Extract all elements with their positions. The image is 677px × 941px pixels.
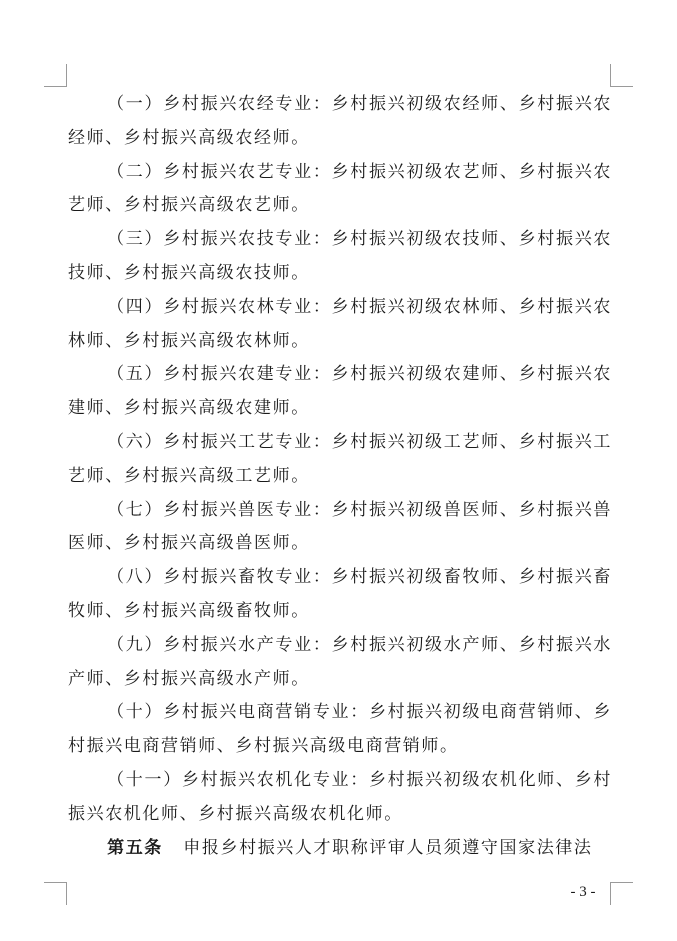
list-item: （三）乡村振兴农技专业：乡村振兴初级农技师、乡村振兴农技师、乡村振兴高级农技师。 (68, 229, 612, 283)
article-text: 申报乡村振兴人才职称评审人员须遵守国家法律法 (183, 837, 593, 858)
document-body (68, 88, 612, 865)
list-item: （九）乡村振兴水产专业：乡村振兴初级水产师、乡村振兴水产师、乡村振兴高级水产师。 (68, 634, 612, 689)
list-item: （七）乡村振兴兽医专业：乡村振兴初级兽医师、乡村振兴兽医师、乡村振兴高级兽医师。 (68, 499, 612, 554)
list-item: （一）乡村振兴农经专业：乡村振兴初级农经师、乡村振兴农经师、乡村振兴高级农经师。 (68, 94, 612, 148)
article-label: 第五条 (107, 837, 163, 858)
list-item: （十）乡村振兴电商营销专业：乡村振兴初级电商营销师、乡村振兴电商营销师、乡村振兴高级电商营销师。 (68, 702, 612, 757)
article-paragraph (68, 832, 612, 866)
crop-mark-top-left (44, 64, 67, 87)
list-item: （四）乡村振兴农林专业：乡村振兴初级农林师、乡村振兴农林师、乡村振兴高级农林师。 (68, 296, 612, 351)
crop-mark-bottom-right (610, 882, 633, 905)
list-item: （五）乡村振兴农建专业：乡村振兴初级农建师、乡村振兴农建师、乡村振兴高级农建师。 (68, 364, 612, 419)
crop-mark-top-right (610, 64, 633, 87)
list-item: （二）乡村振兴农艺专业：乡村振兴初级农艺师、乡村振兴农艺师、乡村振兴高级农艺师。 (68, 161, 612, 216)
page-number: - 3 - (570, 884, 596, 900)
list-item: （八）乡村振兴畜牧专业：乡村振兴初级畜牧师、乡村振兴畜牧师、乡村振兴高级畜牧师。 (68, 567, 612, 621)
crop-mark-bottom-left (44, 882, 67, 905)
list-item: （六）乡村振兴工艺专业：乡村振兴初级工艺师、乡村振兴工艺师、乡村振兴高级工艺师。 (68, 431, 612, 486)
list-item: （十一）乡村振兴农机化专业：乡村振兴初级农机化师、乡村振兴农机化师、乡村振兴高级农机化师。 (68, 769, 612, 824)
